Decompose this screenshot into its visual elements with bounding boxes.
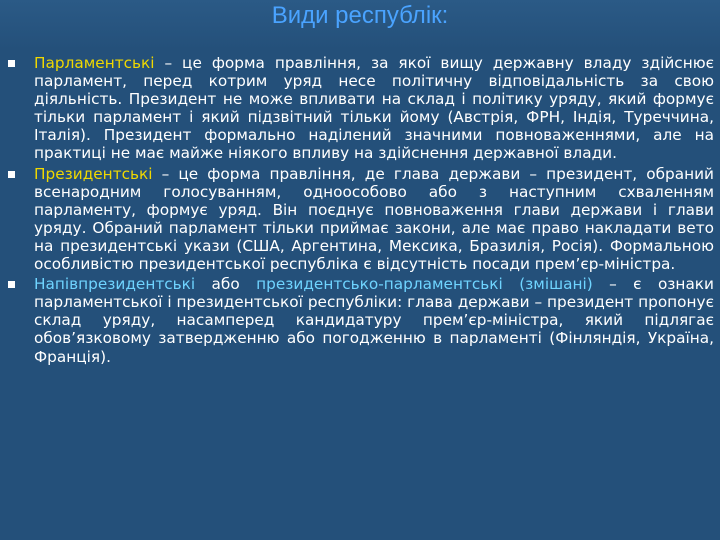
square-bullet-icon <box>8 60 15 67</box>
term-semi-presidential: Напівпрезидентські <box>34 275 196 294</box>
item-text: – це форма правління, за якої вищу державну владу здійснює парламент, перед котрим уряд несе політичну відповідальність за свою діяльність. Президент не може впливати на склад і політику уряду, який формує тільки парламент і який підзвітний тільки йому (Австрія, ФРН, Індія, Туреччина, Італія). Президент формально наділений значними повноваженнями, але на практиці не має майже ніякого впливу на здійснення державної влади. <box>34 54 714 163</box>
term-parliamentary: Парламентські <box>34 54 155 72</box>
list-item-presidential <box>6 165 714 274</box>
term-connector: або <box>195 275 257 294</box>
list-item-parliamentary <box>6 54 714 163</box>
item-text: – це форма правління, де глава держави – президент, обраний всенародним голосуванням, одноособово або з наступним схваленням парламенту, формує уряд. Він поєднує повноваження глави держави і глави уряду. Обраний парламент тільки приймає закони, але має право накладати вето на президентські укази (США, Аргентина, Мексика, Бразилія, Росія). Формальною особливістю президентської республіка є відсутність посади прем’єр-міністра. <box>34 164 714 274</box>
item-text: – є ознаки парламентської і президентської республіки: глава держави – президент пропонує склад уряду, насамперед кандидатуру прем’єр-міністра, який підлягає обов’язковому затвердженню або погодженню в парламенті (Фінляндія, Україна, Франція). <box>34 275 714 366</box>
square-bullet-icon <box>8 281 15 288</box>
term-mixed: президентсько-парламентські (змішані) <box>256 275 593 294</box>
slide-title: Види республік: <box>271 2 449 29</box>
slide-content <box>6 54 714 368</box>
list-item-semi-presidential <box>6 275 714 365</box>
square-bullet-icon <box>8 171 15 178</box>
term-presidential: Президентські <box>34 164 153 183</box>
